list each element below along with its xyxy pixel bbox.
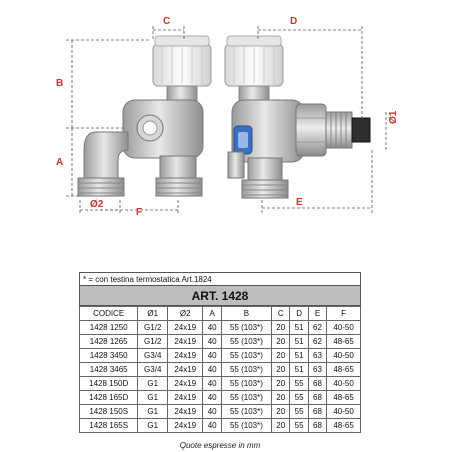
table-row (80, 391, 361, 405)
dim-label-b: B (56, 78, 64, 89)
cell-d: 55 (290, 419, 308, 433)
cell-c: 20 (272, 377, 290, 391)
dim-label-phi1: Ø1 (388, 110, 399, 124)
cell-a: 40 (203, 321, 221, 335)
cell-f: 48-65 (327, 419, 361, 433)
cell-codice: 1428 165D (80, 391, 138, 405)
header-e: E (308, 307, 326, 321)
cell-a: 40 (203, 349, 221, 363)
header-codice: CODICE (80, 307, 138, 321)
dim-label-phi2: Ø2 (90, 199, 104, 210)
cell-c: 20 (272, 349, 290, 363)
cell-e: 68 (308, 391, 326, 405)
dim-label-f: F (136, 207, 143, 218)
table-row (80, 321, 361, 335)
cell-f: 40-50 (327, 349, 361, 363)
cell-a: 40 (203, 391, 221, 405)
cell-d: 55 (290, 391, 308, 405)
table-row (80, 335, 361, 349)
cell-phi2: 24x19 (168, 349, 203, 363)
table-row (80, 377, 361, 391)
header-phi1: Ø1 (138, 307, 168, 321)
cell-phi2: 24x19 (168, 419, 203, 433)
cell-f: 48-65 (327, 391, 361, 405)
spec-table (79, 306, 361, 433)
cell-c: 20 (272, 321, 290, 335)
cell-c: 20 (272, 419, 290, 433)
cell-codice: 1428 1250 (80, 321, 138, 335)
cell-phi1: G3/4 (138, 363, 168, 377)
header-f: F (327, 307, 361, 321)
cell-codice: 1428 165S (80, 419, 138, 433)
cell-f: 40-50 (327, 405, 361, 419)
cell-e: 63 (308, 349, 326, 363)
cell-d: 55 (290, 377, 308, 391)
dim-label-a: A (56, 157, 64, 168)
cell-f: 48-65 (327, 363, 361, 377)
cell-codice: 1428 150D (80, 377, 138, 391)
cell-b: 55 (103*) (221, 405, 271, 419)
cell-a: 40 (203, 405, 221, 419)
cell-d: 51 (290, 363, 308, 377)
cell-codice: 1428 150S (80, 405, 138, 419)
cell-phi2: 24x19 (168, 335, 203, 349)
dim-label-c: C (163, 16, 171, 27)
table-row (80, 405, 361, 419)
cell-a: 40 (203, 335, 221, 349)
cell-e: 68 (308, 405, 326, 419)
cell-b: 55 (103*) (221, 391, 271, 405)
table-row (80, 419, 361, 433)
cell-c: 20 (272, 391, 290, 405)
cell-a: 40 (203, 377, 221, 391)
cell-b: 55 (103*) (221, 377, 271, 391)
cell-b: 55 (103*) (221, 349, 271, 363)
cell-codice: 1428 3450 (80, 349, 138, 363)
cell-d: 51 (290, 321, 308, 335)
cell-phi2: 24x19 (168, 363, 203, 377)
cell-c: 20 (272, 405, 290, 419)
cell-codice: 1428 1265 (80, 335, 138, 349)
cell-b: 55 (103*) (221, 419, 271, 433)
cell-phi1: G1/2 (138, 335, 168, 349)
header-a: A (203, 307, 221, 321)
cell-phi2: 24x19 (168, 391, 203, 405)
cell-phi1: G3/4 (138, 349, 168, 363)
cell-b: 55 (103*) (221, 363, 271, 377)
thermostatic-head-note: * = con testina termostatica Art.1824 (79, 272, 361, 285)
cell-phi1: G1 (138, 405, 168, 419)
article-title: ART. 1428 (79, 285, 361, 306)
cell-phi1: G1/2 (138, 321, 168, 335)
cell-codice: 1428 3465 (80, 363, 138, 377)
cell-a: 40 (203, 419, 221, 433)
header-c: C (272, 307, 290, 321)
cell-d: 51 (290, 335, 308, 349)
cell-b: 55 (103*) (221, 335, 271, 349)
table-header-row (80, 307, 361, 321)
cell-e: 68 (308, 377, 326, 391)
header-phi2: Ø2 (168, 307, 203, 321)
table-row (80, 349, 361, 363)
cell-c: 20 (272, 363, 290, 377)
cell-phi1: G1 (138, 391, 168, 405)
units-caption: Quote espresse in mm (179, 441, 261, 450)
cell-phi2: 24x19 (168, 377, 203, 391)
dim-label-e: E (296, 197, 303, 208)
cell-e: 68 (308, 419, 326, 433)
cell-e: 62 (308, 321, 326, 335)
cell-phi1: G1 (138, 377, 168, 391)
header-d: D (290, 307, 308, 321)
cell-e: 63 (308, 363, 326, 377)
header-b: B (221, 307, 271, 321)
cell-e: 62 (308, 335, 326, 349)
cell-d: 55 (290, 405, 308, 419)
cell-b: 55 (103*) (221, 321, 271, 335)
dim-label-d: D (290, 16, 298, 27)
cell-a: 40 (203, 363, 221, 377)
cell-phi2: 24x19 (168, 405, 203, 419)
cell-c: 20 (272, 335, 290, 349)
cell-d: 51 (290, 349, 308, 363)
cell-f: 48-65 (327, 335, 361, 349)
table-row (80, 363, 361, 377)
cell-f: 40-50 (327, 377, 361, 391)
cell-f: 40-50 (327, 321, 361, 335)
cell-phi2: 24x19 (168, 321, 203, 335)
cell-phi1: G1 (138, 419, 168, 433)
